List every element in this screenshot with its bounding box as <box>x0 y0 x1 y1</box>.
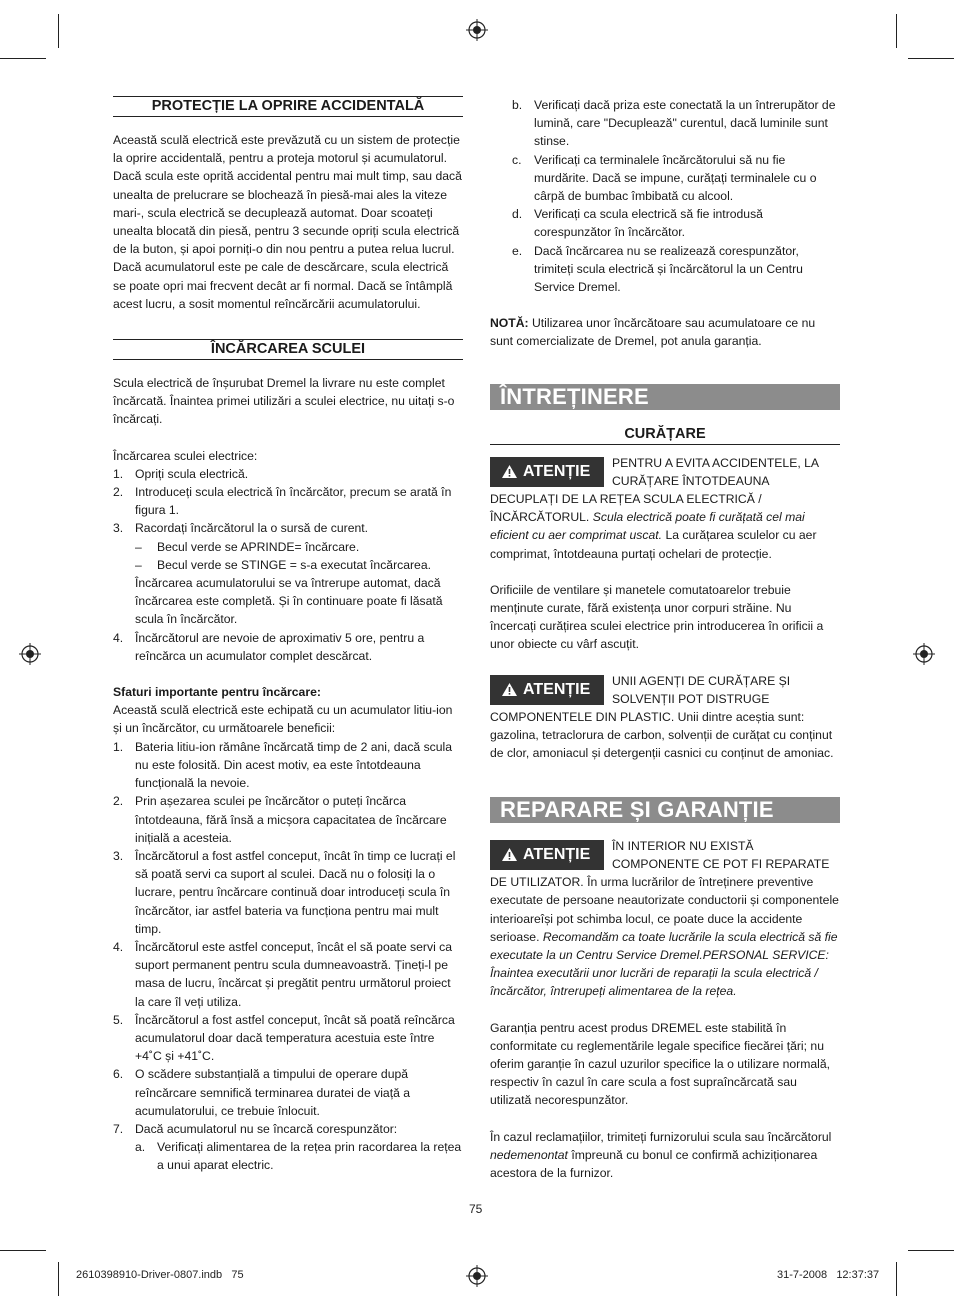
crop-mark <box>908 58 954 59</box>
list-item: b. Verificați dacă priza este conectată la un întrerupător de lumină, care "Decuplează" curentul, dacă luminile sunt stinse. <box>512 98 836 149</box>
crop-mark <box>0 58 46 59</box>
crop-mark <box>58 1262 59 1296</box>
crop-mark <box>0 1250 46 1251</box>
crop-mark <box>896 14 897 48</box>
accidental-stop-paragraph: Această sculă electrică este prevăzută cu un sistem de protecție la oprire accidentală, pentru a proteja motorul și acumulatorul. Dacă scula este oprită accidental pentru mai mult timp, sau dacă unealta de prelucrare se blochează în piesă-mai ales la viteze mari-, scula electrică se decuplează automat. Doar scoateți unealta blocată din piesă, pentru 3 secunde opriți scula electrică de la buton, și apoi porniți-o din nou pentru a putea relua lucrul. Dacă acumulatorul este pe cale de descărcare, scula electrică se poate opri mai frecvent decât ar fi normal. Dacă se întâmplă acest lucru, a sosit momentul reîncărcării acumulatorului. <box>113 133 462 311</box>
footer-file-info: 2610398910-Driver-0807.indb 75 <box>76 1269 244 1281</box>
charging-heading: Încărcarea sculei electrice: <box>113 448 258 463</box>
charging-intro-paragraph: Scula electrică de înșurubat Dremel la livrare nu este complet încărcată. Înaintea primei utilizări a sculei electrice, nu uitați s-o încărcați. <box>113 376 455 427</box>
list-item: c. Verificați ca terminalele încărcătorului să nu fie murdărite. Dacă se impune, curățați terminalele cu o cârpă de bumbac îmbibată cu alcool. <box>512 152 817 204</box>
note-label: NOTĂ: <box>490 316 529 331</box>
list-item: – Becul verde se APRINDE= încărcare. <box>135 539 360 554</box>
tips-title: Sfaturi importante pentru încărcare: <box>113 685 321 700</box>
right-column <box>490 96 840 1182</box>
list-item: 4. Încărcătorul este astfel conceput, încât el să poate servi ca suport permanent pentru scula dumneavoastră. Țineți-l pe masa de lucru, încărcat și pregătit pentru următorul proiect la care îl veți utiliza. <box>113 939 453 1009</box>
list-item: 6. O scădere substanțială a timpului de operare după reîncărcare semnifică terminarea duratei de viață a acumulatorului, ce trebuie înlocuit. <box>113 1067 411 1118</box>
warning-badge: ATENȚIE <box>490 840 604 870</box>
list-item: 5. Încărcătorul a fost astfel conceput, încât să poată reîncărca acumulatorul doar dacă temperatura acestuia este între +4˚C și +41˚C. <box>113 1012 455 1064</box>
list-item: d. Verificați ca scula electrică să fie introdusă corespunzător în încărcător. <box>512 207 763 240</box>
left-column <box>113 96 463 1175</box>
list-item: 2. Introduceți scula electrică în încărcător, precum se arată în figura 1. <box>113 485 452 518</box>
warning-badge: ATENȚIE <box>490 457 604 487</box>
list-item: a. Verificați alimentarea de la rețea prin racordarea la rețea a unui aparat electric. <box>135 1140 462 1173</box>
crop-mark <box>896 1262 897 1296</box>
page-number: 75 <box>469 1202 483 1216</box>
warning-cleaning: ATENȚIE PENTRU A EVITA ACCIDENTELE, LA CURĂȚARE ÎNTOTDEAUNA DECUPLAȚI DE LA REȚEA SCULA ELECTRICĂ / ÎNCĂRCĂTORUL. Scula electrică poate fi curățată cel mai eficient cu aer comprimat uscat. La curățarea sculelor cu aer comprimat, întotdeauna purtați ochelari de protecție. <box>490 455 819 561</box>
warranty-paragraph: Garanția pentru acest produs DREMEL este stabilită în conformitate cu reglementările legale specifice fiecărei țări; nu oferim garanție în cazul uzurilor specifice la o utilizare normală, respectiv în cazul în care scula a fost supraîncărcată sau utilizată necorespunzător. <box>490 1020 831 1108</box>
warning-triangle-icon <box>502 683 517 696</box>
sub-list <box>135 1138 463 1174</box>
warning-repair: ATENȚIE ÎN INTERIOR NU EXISTĂ COMPONENTE CE POT FI REPARATE DE UTILIZATOR. În urma lucrărilor de întreținere preventive executate de persoane neautorizate conductorii și componentele interioareîși pot schimba locul, ce poate duce la accidente serioase. Recomandăm ca toate lucrările la scula electrică să fie executate la un Centru Service Dremel.PERSONAL SERVICE: Înaintea executării unor lucrări de reparații la scula electrică / încărcător, întrerupeți alimentarea de la rețea. <box>490 838 839 999</box>
subsection-title-cleaning: CURĂȚARE <box>490 424 840 445</box>
section-title-maintenance: ÎNTREȚINERE <box>490 384 840 410</box>
registration-mark-icon <box>913 643 935 665</box>
registration-mark-icon <box>19 643 41 665</box>
list-item: – Becul verde se STINGE = s-a executat încărcarea. <box>135 557 432 572</box>
list-item: 7. Dacă acumulatorul nu se încarcă corespunzător: a. Verificați alimentarea de la rețea prin racordarea la rețea a unui aparat electric. <box>113 1120 463 1175</box>
list-item: 3. Încărcătorul a fost astfel conceput, încât în timp ce lucrați el să poată servi ca suport al sculei. Dacă nu o folosiți la o lucrare, pentru încărcare continuă doar introduceți scula în încărcător, iar astfel bateria va funcționa pentru mai mult timp. <box>113 848 456 936</box>
claims-paragraph: În cazul reclamațiilor, trimiteți furnizorului scula sau încărcătorul nedemenontat împreună cu bonul ce confirmă achiziționarea acestora de la furnizor. <box>490 1129 832 1180</box>
warning-solvents: ATENȚIE UNII AGENȚI DE CURĂȚARE ȘI SOLVENȚII POT DISTRUGE COMPONENTELE DIN PLASTIC. Unii dintre aceștia sunt: gazolina, tetraclorura de carbon, solvenții de curățat cu conținut de clor, amoniacul și detergenții casnici cu conținut de amoniac. <box>490 673 834 761</box>
crop-mark <box>58 14 59 48</box>
section-title-repair-warranty: REPARARE ȘI GARANȚIE <box>490 797 840 823</box>
list-item: 1. Opriți scula electrică. <box>113 466 249 481</box>
charging-steps-list <box>113 465 463 665</box>
section-title-charging: ÎNCĂRCAREA SCULEI <box>113 339 463 360</box>
step3-continuation: Încărcarea acumulatorului se va întrerupe automat, dacă încărcarea este completă. Și în continuare poate fi lăsată scula în încărcător. <box>135 576 443 627</box>
vents-paragraph: Orificiile de ventilare și manetele comutatoarelor trebuie menținute curate, fără existența unor corpuri străine. Nu încercați curățirea sculei electrice prin introducerea în orificii a unor obiecte cu vârf ascuțit. <box>490 582 824 652</box>
footer-datetime: 31-7-2008 12:37:37 <box>777 1269 880 1281</box>
tips-list <box>113 738 463 1175</box>
registration-mark-icon <box>466 1265 488 1287</box>
crop-mark <box>908 1250 954 1251</box>
warning-italic-text: Scula electrică poate fi curățată cel mai eficient cu aer comprimat uscat. <box>490 510 805 543</box>
list-item: 3. Racordați încărcătorul la o sursă de curent. – Becul verde se APRINDE= încărcare. – Becul verde se STINGE = s-a executat încărcarea. Încărcarea acumulatorului se va întrerupe automat, dacă încărcarea este completă. Și în continuare poate fi lăsată scula în încărcător. <box>113 519 463 628</box>
registration-mark-icon <box>466 19 488 41</box>
sub-list-continued <box>490 96 840 296</box>
warning-triangle-icon <box>502 465 517 478</box>
list-item: 4. Încărcătorul are nevoie de aproximativ 5 ore, pentru a reîncărca un acumulator complet descărcat. <box>113 630 425 663</box>
warning-badge: ATENȚIE <box>490 675 604 705</box>
indicator-list <box>135 538 463 574</box>
warning-italic-text: Recomandăm ca toate lucrările la scula electrică să fie executate la un Centru Service Dremel.PERSONAL SERVICE: Înaintea executării unor lucrări de reparații la scula electrică / încărcător, întrerupeți alimentarea de la rețea. <box>490 929 838 999</box>
tips-intro: Această sculă electrică este echipată cu un acumulator litiu-ion și un încărcător, cu următoarele beneficii: <box>113 703 453 736</box>
list-item: e. Dacă încărcarea nu se realizează corespunzător, trimiteți scula electrică și încărcătorul la un Centru Service Dremel. <box>512 243 803 295</box>
list-item: 2. Prin așezarea sculei pe încărcător o puteți încărca întotdeauna, fără însă a micșora capacitatea de încărcare inițială a acesteia. <box>113 794 447 845</box>
warning-triangle-icon <box>502 848 517 861</box>
section-title-accidental-stop: PROTECȚIE LA OPRIRE ACCIDENTALĂ <box>113 96 463 117</box>
note-paragraph: NOTĂ: Utilizarea unor încărcătoare sau acumulatoare ce nu sunt comercializate de Dremel, pot anula garanția. <box>490 316 816 349</box>
list-item: 1. Bateria litiu-ion rămâne încărcată timp de 2 ani, dacă scula nu este folosită. Din acest motiv, ea este întotdeauna funcțională la nevoie. <box>113 739 453 791</box>
